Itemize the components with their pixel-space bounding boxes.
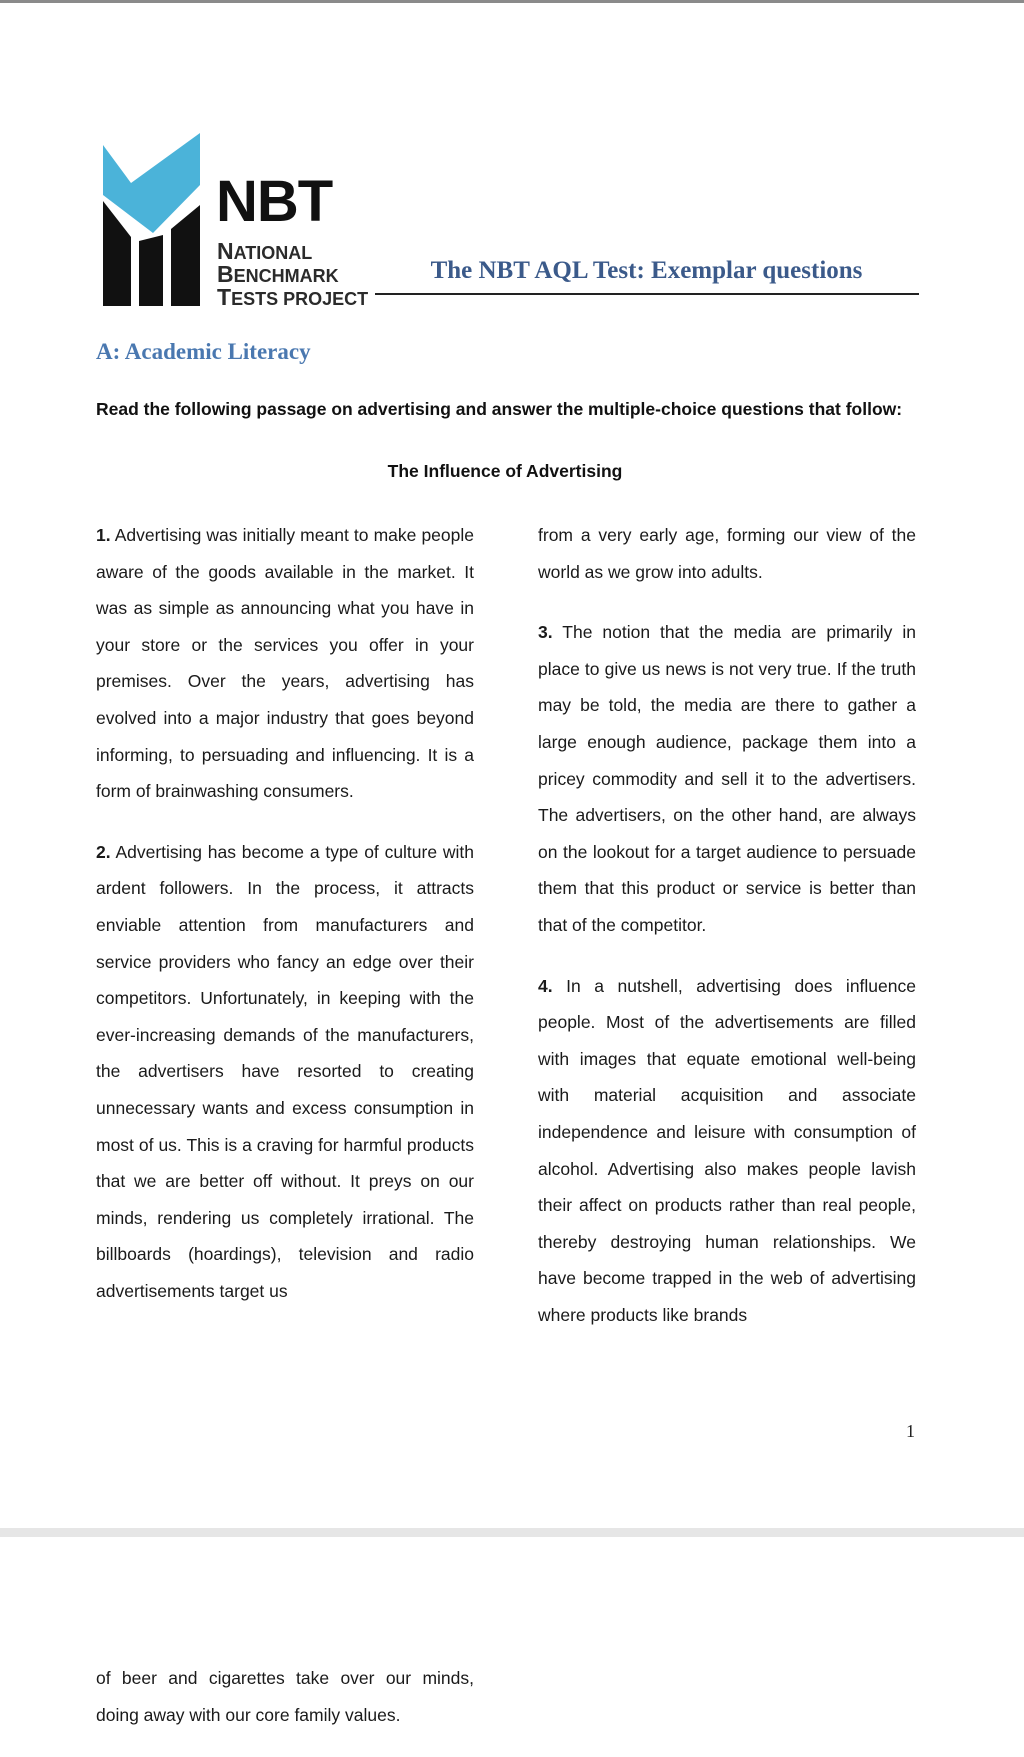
title-underline [375, 293, 919, 295]
paragraph-4-continued-column [96, 1660, 474, 1757]
document-title: The NBT AQL Test: Exemplar questions [430, 257, 863, 284]
paragraph-2: 2. Advertising has become a type of culture with ardent followers. In the process, it attracts enviable attention from manufacturers and service providers who fancy an edge over their competitors. Unfortunately, in keeping with the ever-increasing demands of the manufacturers, the advertisers have resorted to creating unnecessary wants and excess consumption in most of us. This is a craving for harmful products that we are better off without. It preys on our minds, rendering us completely irrational. The billboards (hoardings), television and radio advertisements target us [96, 841, 474, 1301]
document-page-1 [0, 3, 1024, 1533]
logo-acronym: NBT [216, 169, 333, 234]
page-separator [0, 1528, 1024, 1537]
paragraph-4-continued: of beer and cigarettes take over our minds, doing away with our core family values. [96, 1668, 474, 1725]
nbt-logo [103, 133, 369, 313]
right-column [538, 517, 916, 1357]
logo-line-tests-project: TESTS PROJECT [217, 284, 369, 310]
instructions: Read the following passage on advertising and answer the multiple-choice questions that follow: [96, 399, 903, 419]
paragraph-4: 4. In a nutshell, advertising does influence people. Most of the advertisements are filled with images that equate emotional well-being with material acquisition and associate independence and leisure with consumption of alcohol. Advertising also makes people lavish their affect on products rather than real people, thereby destroying human relationships. We have become trapped in the web of advertising where products like brands [538, 975, 916, 1325]
paragraph-2-continued: from a very early age, forming our view of the world as we grow into adults. [538, 525, 916, 582]
logo-line-benchmark: BENCHMARK [217, 261, 339, 287]
left-column [96, 517, 474, 1333]
paragraph-3: 3. The notion that the media are primarily in place to give us news is not very true. If the truth may be told, the media are there to gather a large enough audience, package them into a pricey commodity and sell it to the advertisers. The advertisers, on the other hand, are always on the lookout for a target audience to persuade them that this product or service is better than that of the competitor. [538, 622, 917, 935]
page-number: 1 [906, 1421, 915, 1441]
paragraph-1: 1. Advertising was initially meant to make people aware of the goods available in the market. It was as simple as announcing what you have in your store or the services you offer in your premises. Over the years, advertising has evolved into a major industry that goes beyond informing, to persuading and influencing. It is a form of brainwashing consumers. [96, 525, 474, 802]
passage-title: The Influence of Advertising [387, 461, 623, 481]
nbt-logo-mark-icon [103, 133, 223, 313]
logo-line-national: NATIONAL [217, 238, 313, 264]
section-heading: A: Academic Literacy [96, 339, 311, 364]
